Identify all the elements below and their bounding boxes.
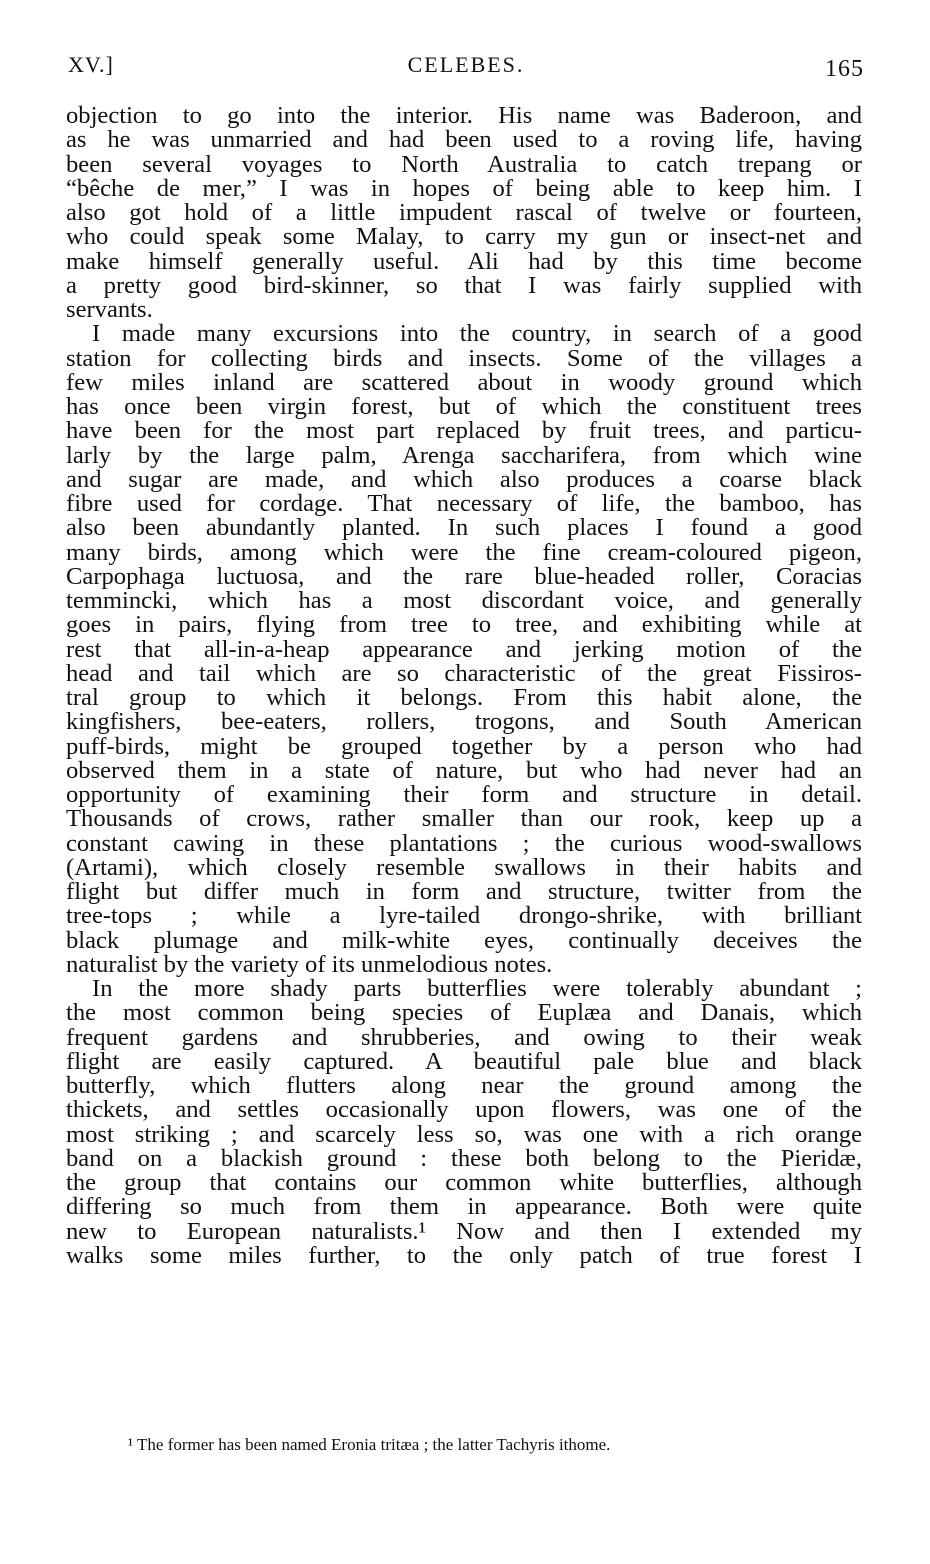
text-line: rest that all-in-a-heap appearance and jerking motion of the (66, 635, 862, 663)
text-line: differing so much from them in appearance. Both were quite (66, 1193, 862, 1221)
text-line: black plumage and milk-white eyes, continually deceives the (66, 926, 862, 954)
text-line: goes in pairs, flying from tree to tree, and exhibiting while at (66, 611, 862, 639)
text-line: servants. (66, 296, 153, 323)
text-line: fibre used for cordage. That necessary of life, the bamboo, has (66, 490, 862, 517)
text-line: Carpophaga luctuosa, and the rare blue-headed roller, Coracias (66, 562, 862, 590)
paragraph (66, 322, 862, 977)
paragraph (66, 977, 862, 1268)
text-line: as he was unmarried and had been used to a roving life, having (66, 126, 862, 154)
running-title: CELEBES. (407, 52, 525, 77)
text-line: temmincki, which has a most discordant voice, and generally (66, 587, 862, 614)
text-line: also been abundantly planted. In such places I found a good (66, 514, 862, 542)
text-line: been several voyages to North Australia to catch trepang or (66, 150, 862, 178)
text-line: tral group to which it belongs. From this habit alone, the (66, 684, 862, 711)
text-line: most striking ; and scarcely less so, was one with a rich orange (66, 1120, 862, 1148)
text-line: “bêche de mer,” I was in hopes of being able to keep him. I (66, 174, 862, 202)
text-line: a pretty good bird-skinner, so that I was fairly supplied with (66, 271, 862, 299)
text-line: kingfishers, bee-eaters, rollers, trogons, and South American (66, 708, 862, 736)
text-line: few miles inland are scattered about in woody ground which (66, 368, 862, 396)
text-line: new to European naturalists.¹ Now and then I extended my (66, 1217, 862, 1245)
text-line: flight but differ much in form and structure, twitter from the (66, 878, 862, 905)
text-line: many birds, among which were the fine cream-coloured pigeon, (66, 538, 862, 566)
text-line: have been for the most part replaced by fruit trees, and particu- (66, 417, 862, 445)
text-line: has once been virgin forest, but of which the constituent trees (66, 393, 862, 420)
text-line: objection to go into the interior. His name was Baderoon, and (66, 102, 862, 129)
body-text (66, 104, 862, 1268)
text-line: (Artami), which closely resemble swallows in their habits and (66, 853, 862, 881)
text-line: band on a blackish ground : these both belong to the Pieridæ, (66, 1144, 862, 1172)
text-line: constant cawing in these plantations ; the curious wood-swallows (66, 829, 862, 857)
text-line: make himself generally useful. Ali had by this time become (66, 247, 862, 275)
text-line: also got hold of a little impudent rascal of twelve or fourteen, (66, 199, 862, 226)
text-line: puff-birds, might be grouped together by a person who had (66, 732, 862, 760)
text-line: butterfly, which flutters along near the ground among the (66, 1072, 862, 1099)
text-line: In the more shady parts butterflies were tolerably abundant ; (92, 975, 862, 1002)
running-header (68, 52, 864, 86)
text-line: I made many excursions into the country, in search of a good (92, 320, 862, 348)
text-line: head and tail which are so characteristic of the great Fissiros- (66, 659, 862, 687)
text-line: station for collecting birds and insects. Some of the villages a (66, 344, 862, 372)
text-line: flight are easily captured. A beautiful pale blue and black (66, 1047, 862, 1075)
text-line: and sugar are made, and which also produces a coarse black (66, 465, 862, 493)
text-line: who could speak some Malay, to carry my gun or insect-net and (66, 223, 862, 251)
text-line: naturalist by the variety of its unmelodious notes. (66, 950, 553, 978)
chapter-number: XV.] (68, 52, 114, 77)
text-line: frequent gardens and shrubberies, and owing to their weak (66, 1023, 862, 1051)
paragraph (66, 104, 862, 322)
footnote: ¹ The former has been named Eronia tritæa ; the latter Tachyris ithome. (128, 1435, 611, 1454)
text-line: tree-tops ; while a lyre-tailed drongo-shrike, with brilliant (66, 902, 862, 930)
text-line: observed them in a state of nature, but who had never had an (66, 756, 862, 784)
text-line: the group that contains our common white butterflies, although (66, 1169, 862, 1196)
text-line: thickets, and settles occasionally upon flowers, was one of the (66, 1096, 862, 1124)
text-line: walks some miles further, to the only patch of true forest I (66, 1241, 862, 1269)
text-line: larly by the large palm, Arenga saccharifera, from which wine (66, 441, 862, 469)
page-number: 165 (825, 56, 864, 82)
text-line: opportunity of examining their form and structure in detail. (66, 781, 862, 808)
text-line: the most common being species of Euplæa and Danais, which (66, 999, 862, 1027)
text-line: Thousands of crows, rather smaller than our rook, keep up a (66, 805, 862, 833)
